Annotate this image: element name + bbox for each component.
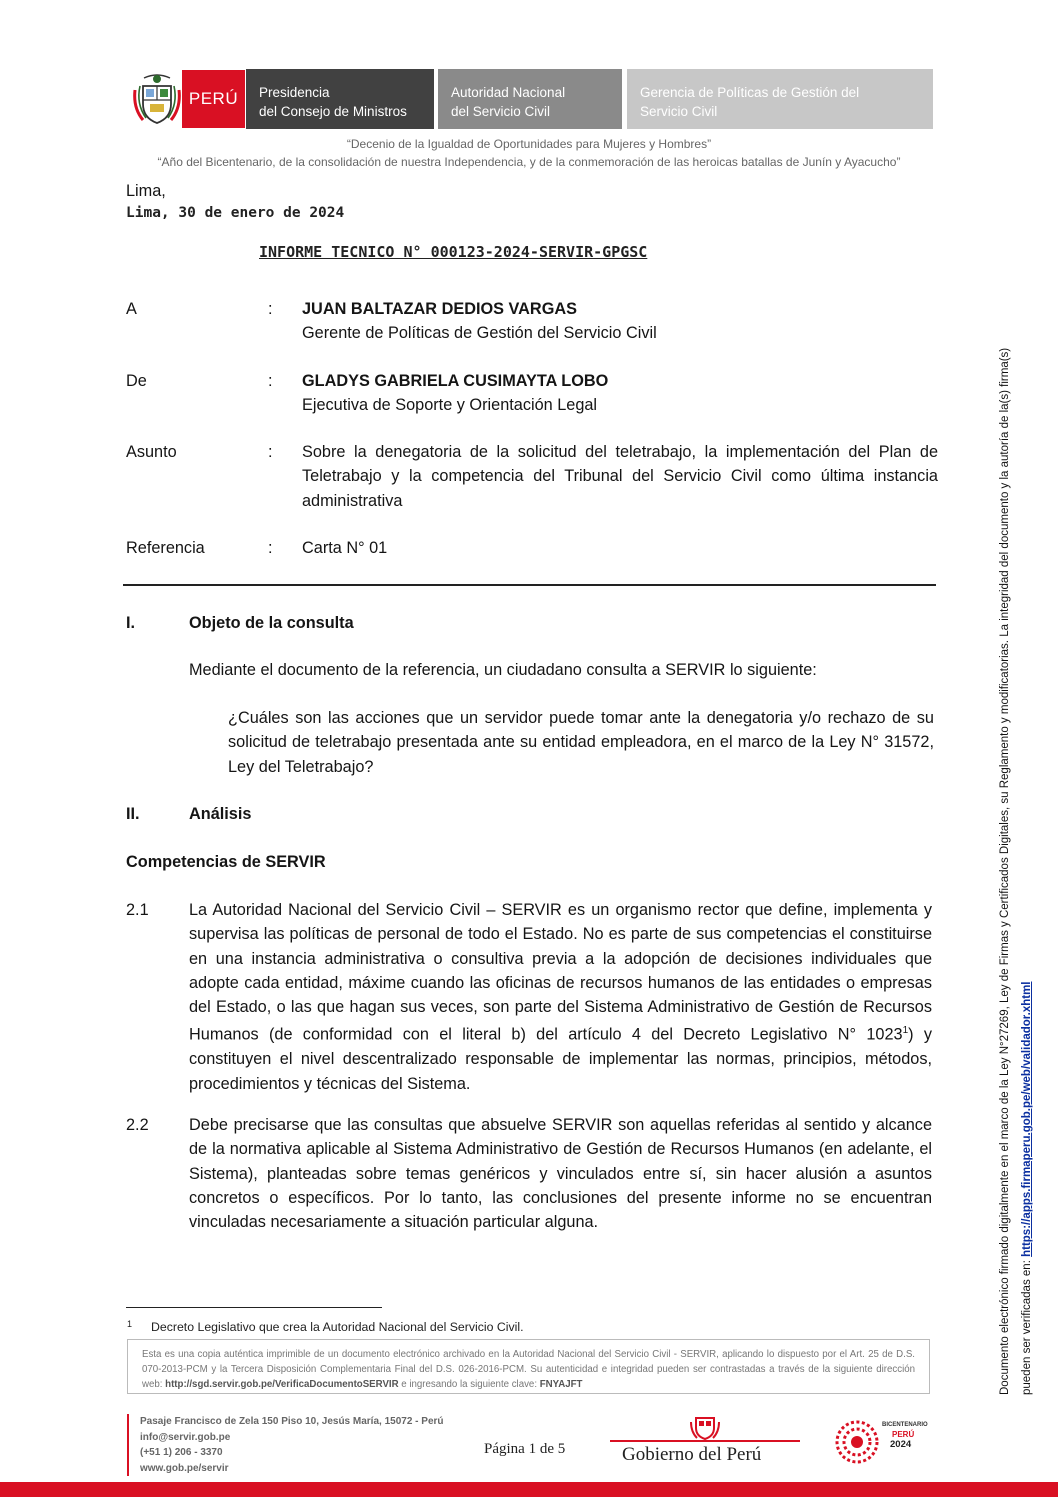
footer-phone: (+51 1) 206 - 3370 <box>140 1447 223 1458</box>
footer-address: Pasaje Francisco de Zela 150 Piso 10, Jesús María, 15072 - Perú <box>140 1416 444 1427</box>
header-pcm-box <box>246 69 434 129</box>
header-pcm-line1: Presidencia <box>259 85 330 100</box>
section2-title: Análisis <box>189 805 252 823</box>
bicentenario-peru: PERÚ <box>892 1430 915 1439</box>
header-servir-line2: del Servicio Civil <box>451 104 551 119</box>
de-colon: : <box>268 372 273 390</box>
a-label: A <box>126 300 137 318</box>
gobierno-label: Gobierno del Perú <box>622 1444 762 1465</box>
asunto-colon: : <box>268 443 273 461</box>
section1-number: I. <box>126 614 136 632</box>
bicentenario-year: 2024 <box>890 1439 912 1450</box>
bicentenario-top: BICENTENARIO <box>882 1422 928 1428</box>
footer-web[interactable]: www.gob.pe/servir <box>140 1462 229 1474</box>
footnote-ref-1[interactable]: 1 <box>902 1025 909 1037</box>
notice-text: Esta es una copia auténtica imprimible de un documento electrónico archivado en la Autoridad Nacional del Servicio Civil - SERVIR, aplicando lo dispuesto por el Art. 25 de D.S. 070-2013-PCM y la Tercera Disposición Complementaria Final del D.S. 026-2016-PCM. Su autenticidad e integridad pueden ser contrastadas a través de la siguiente dirección web: <box>142 1349 915 1390</box>
peru-logo <box>132 70 245 128</box>
bicentenario-logo <box>834 1418 928 1468</box>
section2-number: II. <box>126 805 140 823</box>
header-gerencia-line1: Gerencia de Políticas de Gestión del <box>640 85 860 100</box>
a-colon: : <box>268 300 273 318</box>
footnote-divider <box>126 1307 382 1308</box>
paragraph-2-1-text-b: ) y constituyen el nivel descentralizado responsable de implementar las normas, principios, métodos, procedimientos y técnicas del Sistema. <box>189 1025 932 1093</box>
ref-label: Referencia <box>126 539 205 557</box>
a-role: Gerente de Políticas de Gestión del Servicio Civil <box>302 324 657 342</box>
header-gerencia-line2: Servicio Civil <box>640 104 718 119</box>
de-name: GLADYS GABRIELA CUSIMAYTA LOBO <box>302 372 609 390</box>
year-motto-line: “Año del Bicentenario, de la consolidación de nuestra Independencia, y de la conmemoración de las heroicas batallas de Junín y Ayacucho” <box>157 155 901 169</box>
place-text: Lima, <box>126 182 166 200</box>
paragraph-2-2: Debe precisarse que las consultas que absuelve SERVIR son aquellas referidas al sentido y alcance de la normativa aplicable al Sistema Administrativo de Gestión de Recursos Humanos (en adelante, el Sistema), planteadas sobre temas genéricos y vinculados entre sí, sin hacer alusión a asuntos concretos o específicos. Por lo tanto, las conclusiones del presente informe no se encuentran vinculadas necesariamente a situación particular alguna. <box>189 1116 932 1232</box>
paragraph-2-1 <box>189 898 932 1096</box>
de-label: De <box>126 372 147 390</box>
footer-red-bar <box>0 1482 1058 1497</box>
paragraph-2-2-number: 2.2 <box>126 1116 149 1134</box>
footer-contact <box>127 1414 444 1476</box>
asunto-label: Asunto <box>126 443 177 461</box>
header-gerencia-box <box>627 69 933 129</box>
footnote-text: Decreto Legislativo que crea la Autoridad Nacional del Servicio Civil. <box>151 1320 524 1334</box>
header-servir-box <box>438 69 622 129</box>
digital-signature-note <box>994 215 1038 1395</box>
report-title: INFORME TECNICO N° 000123-2024-SERVIR-GPGSC <box>259 243 648 261</box>
header-servir-line1: Autoridad Nacional <box>451 85 566 100</box>
verify-url[interactable]: http://sgd.servir.gob.pe/VerificaDocumentoSERVIR <box>165 1379 399 1390</box>
notice-mid: e ingresando la siguiente clave: <box>398 1379 540 1390</box>
bicentenario-emblem-icon <box>834 1418 880 1466</box>
footnote-number: 1 <box>127 1319 133 1329</box>
section2-subtitle: Competencias de SERVIR <box>126 853 326 871</box>
de-role: Ejecutiva de Soporte y Orientación Legal <box>302 396 598 414</box>
signature-note-line2: pueden ser verificadas en: <box>1021 1256 1033 1395</box>
header-divider <box>123 584 936 586</box>
section1-intro: Mediante el documento de la referencia, un ciudadano consulta a SERVIR lo siguiente: <box>189 661 817 679</box>
ref-colon: : <box>268 539 273 557</box>
validator-link[interactable]: https://apps.firmaperu.gob.pe/web/validador.xhtml <box>1021 981 1033 1257</box>
signature-note-line1: Documento electrónico firmado digitalmente en el marco de la Ley N°27269, Ley de Firmas y Certificados Digitales, su Reglamento y modificatorias. La integridad del documento y la autoría de la(s) firma(s) <box>999 347 1011 1395</box>
decenio-line: “Decenio de la Igualdad de Oportunidades para Mujeres y Hombres” <box>346 137 712 151</box>
asunto-text: Sobre la denegatoria de la solicitud del teletrabajo, la implementación del Plan de Teletrabajo y la competencia del Tribunal del Servicio Civil como última instancia administrativa <box>302 443 938 510</box>
gobierno-shield-icon <box>690 1414 720 1440</box>
gobierno-logo <box>610 1414 800 1470</box>
date-stamp: Lima, 30 de enero de 2024 <box>126 205 345 221</box>
section1-question: ¿Cuáles son las acciones que un servidor puede tomar ante la denegatoria y/o rechazo de su solicitud de teletrabajo presentada ante su entidad empleadora, en el marco de la Ley N° 31572, Ley del Teletrabajo? <box>228 709 934 776</box>
verify-key: FNYAJFT <box>539 1379 583 1390</box>
paragraph-2-1-number: 2.1 <box>126 901 149 919</box>
ref-text: Carta N° 01 <box>302 539 388 557</box>
coat-of-arms-icon <box>132 70 182 128</box>
authenticity-notice <box>127 1339 930 1394</box>
a-name: JUAN BALTAZAR DEDIOS VARGAS <box>302 300 577 318</box>
paragraph-2-1-text-a: La Autoridad Nacional del Servicio Civil – SERVIR es un organismo rector que define, implementa y supervisa las políticas de personal de todo el Estado. No es parte de sus competencias el constituirse en una instancia administrativa o consultiva previa a la adopción de decisiones individuales que adopte cada entidad, máxime cuando las oficinas de recursos humanos de las entidades o empresas del Estado, o las que hagan sus veces, son parte del Sistema Administrativo de Gestión de Recursos Humanos (de conformidad con el literal b) del artículo 4 del Decreto Legislativo N° 1023 <box>189 901 932 1044</box>
section1-title: Objeto de la consulta <box>189 614 354 632</box>
header-pcm-line2: del Consejo de Ministros <box>259 104 407 119</box>
footer-email[interactable]: info@servir.gob.pe <box>140 1431 231 1443</box>
page-number: Página 1 de 5 <box>484 1441 566 1457</box>
peru-label: PERÚ <box>182 70 245 128</box>
